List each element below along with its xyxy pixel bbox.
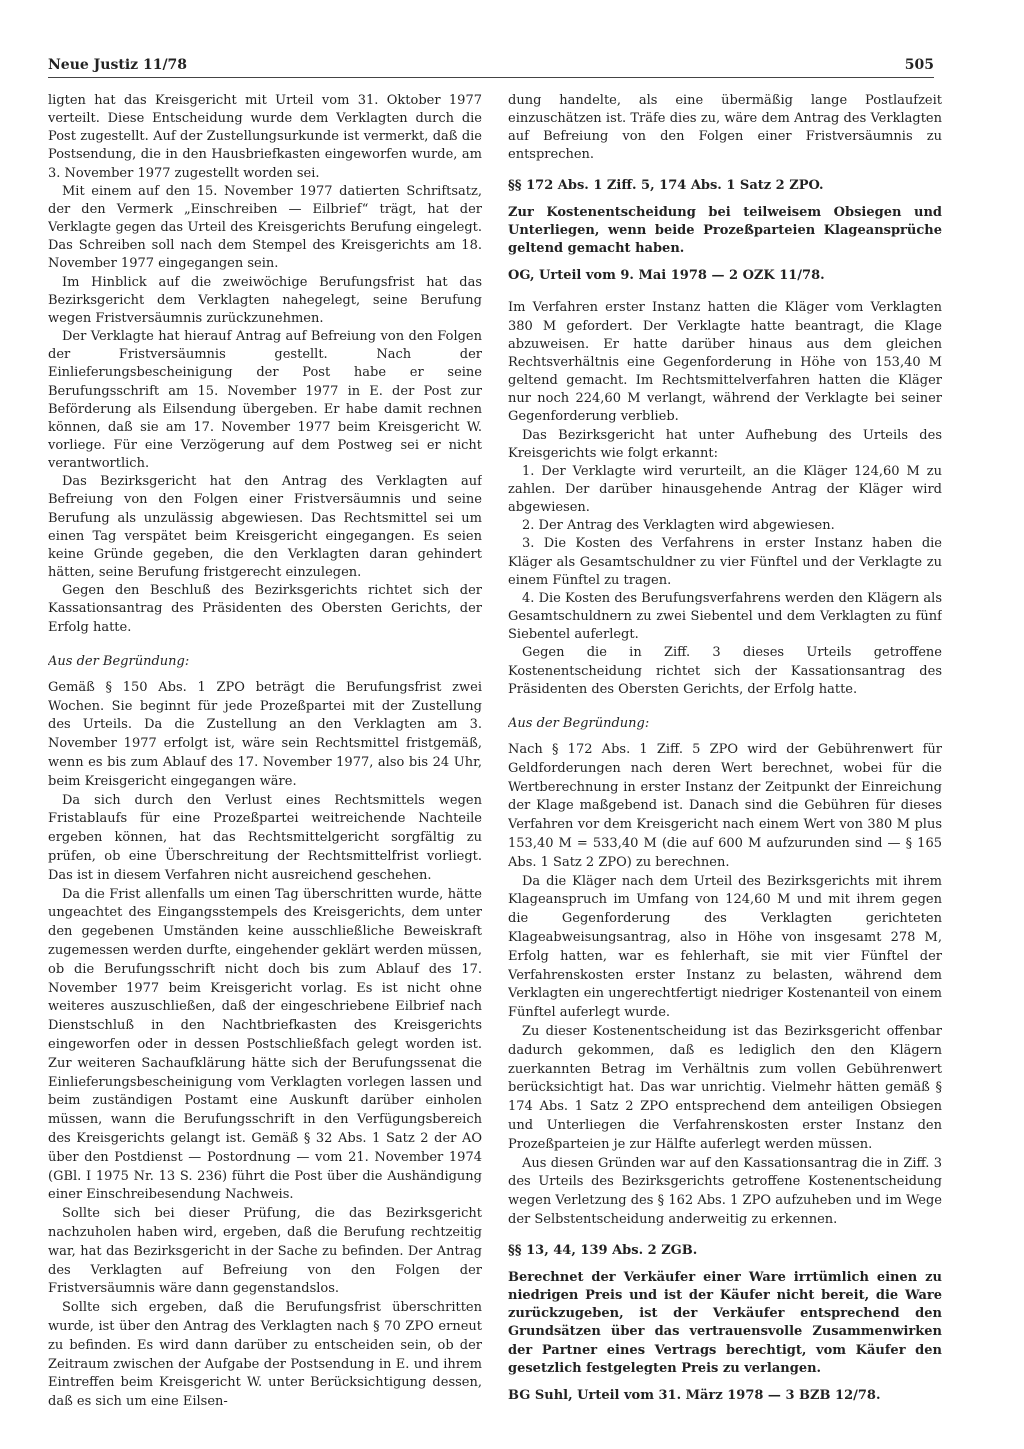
reasoning-body xyxy=(48,679,482,1412)
spacer xyxy=(508,1230,942,1242)
headnote: Berechnet der Verkäufer einer Ware irrtümlich einen zu niedrigen Preis und ist der Käufer nicht bereit, die Ware zurückzugeben, ist der Verkäufer entsprechend den Grundsätzen über das vertrauensvolle Zusammenwirken der Partner eines Vertrags berechtigt, vom Käufer den gesetzlich festgelegten Preis zu verlangen. xyxy=(508,1269,942,1376)
section-subheading: Aus der Begründung: xyxy=(48,653,190,669)
paragraph: Sollte sich ergeben, daß die Berufungsfrist überschritten wurde, ist über den Antrag des Verklagten nach § 70 ZPO erneut zu befinden. Es wird dann darüber zu entscheiden sein, ob der Zeitraum zwischen der Aufgabe der Postsendung in E. und ihrem Eintreffen beim Kreisgericht W. unter Berücksichtigung dessen, daß es sich um eine Eilsen- xyxy=(48,1300,482,1410)
paragraph: Gegen den Beschluß des Bezirksgerichts richtet sich der Kassationsantrag des Präsidenten des Obersten Gerichts, der Erfolg hatte. xyxy=(48,583,482,635)
paragraph: Das Bezirksgericht hat den Antrag des Verklagten auf Befreiung von den Folgen einer Fristversäumnis und seine Berufung als unzulässig abgewiesen. Das Rechtsmittel sei um einen Tag verspätet beim Kreisgericht eingegangen. Es seien keine Gründe gegeben, die den Verklagten daran gehindert hätten, seine Berufung fristgerecht einzulegen. xyxy=(48,474,482,581)
paragraph: Sollte sich bei dieser Prüfung, die das Bezirksgericht nachzuholen haben wird, ergeben, daß die Berufung rechtzeitig war, hat das Bezirksgericht in der Sache zu befinden. Der Antrag des Verklagten auf Befreiung von den Folgen der Fristversäumnis wäre dann gegenstandslos. xyxy=(48,1206,482,1297)
paragraph: Gegen die in Ziff. 3 dieses Urteils getroffene Kostenentscheidung richtet sich der Kassationsantrag des Präsidenten des Obersten Gerichts, der Erfolg hatte. xyxy=(508,645,942,697)
paragraph: Da sich durch den Verlust eines Rechtsmittels wegen Fristablaufs für eine Prozeßpartei weitreichende Nachteile ergeben können, hat das Rechtsmittelgericht sorgfältig zu prüfen, ob eine Überschreitung der Rechtsmittelfrist vorliegt. Das ist in diesem Verfahren nicht ausreichend geschehen. xyxy=(48,792,482,883)
spacer xyxy=(508,165,942,177)
list-item: 2. Der Antrag des Verklagten wird abgewiesen. xyxy=(522,518,835,534)
law-reference: §§ 13, 44, 139 Abs. 2 ZGB. xyxy=(508,1242,698,1258)
headnote: Zur Kostenentscheidung bei teilweisem Obsiegen und Unterliegen, wenn beide Prozeßparteien Klageansprüche geltend gemacht haben. xyxy=(508,204,942,257)
running-header xyxy=(48,55,934,78)
paragraph: Aus diesen Gründen war auf den Kassationsantrag die in Ziff. 3 des Urteils des Bezirksgerichts getroffene Kostenentscheidung wegen Verletzung des § 162 Abs. 1 ZPO aufzuheben und im Wege der Selbstentscheidung anderweitig zu erkennen. xyxy=(508,1155,942,1227)
paragraph: Zu dieser Kostenentscheidung ist das Bezirksgericht offenbar dadurch gekommen, daß es lediglich den den Klägern zuerkannten Betrag im Verhältnis zum vollen Gebührenwert berücksichtigt hat. Das war unrichtig. Vielmehr hätten gemäß § 174 Abs. 1 Satz 2 ZPO entsprechend dem anteiligen Obsiegen und Unterliegen die Verfahrenskosten erster Instanz den Prozeßparteien je zur Hälfte auferlegt werden müssen. xyxy=(508,1023,942,1152)
decision-citation: BG Suhl, Urteil vom 31. März 1978 — 3 BZB 12/78. xyxy=(508,1387,881,1403)
list-item: 1. Der Verklagte wird verurteilt, an die Kläger 124,60 M zu zahlen. Der darüber hinausgehende Antrag der Kläger wird abgewiesen. xyxy=(508,463,942,516)
reasoning-body xyxy=(508,741,942,1230)
paragraph: Der Verklagte hat hierauf Antrag auf Befreiung von den Folgen der Fristversäumnis gestellt. Nach der Einlieferungsbescheinigung der Post habe er seine Berufungsschrift am 15. November 1977 in E. der Post zur Beförderung als Eilsendung übergeben. Er habe damit rechnen können, daß sie am 17. November 1977 beim Kreisgericht W. vorliege. Für eine Verzögerung auf dem Postweg sei er nicht verantwortlich. xyxy=(48,329,482,472)
paragraph: Da die Kläger nach dem Urteil des Bezirksgerichts mit ihrem Klageanspruch im Umfang von 124,60 M und mit ihrem gegen die Gegenforderung des Verklagten gerichteten Klageabweisungsantrag, also in Höhe von insgesamt 278 M, Erfolg hatten, war es fehlerhaft, sie mit vier Fünftel der Verfahrenskosten erster Instanz zu belasten, während dem Verklagten ein ungerechtfertigt niedriger Kostenanteil von einem Fünftel auferlegt wurde. xyxy=(508,873,942,1021)
list-item: 3. Die Kosten des Verfahrens in erster Instanz haben die Kläger als Gesamtschuldner zu vier Fünftel und der Verklagte zu einem Fünftel zu tragen. xyxy=(508,536,942,588)
paragraph: Da die Frist allenfalls um einen Tag überschritten wurde, hätte ungeachtet des Eingangsstempels des Kreisgerichts, dem unter den gegebenen Umständen keine ausschließliche Beweiskraft zugemessen werden durfte, eingehender geklärt werden müssen, ob die Berufungsschrift nicht doch bis zum Ablauf des 17. November 1977 beim Kreisgericht vorlag. Es ist nicht ohne weiteres auszuschließen, daß der eingeschriebene Eilbrief nach Dienstschluß in den Nachtbriefkasten des Kreisgerichts eingeworfen oder in dessen Postschließfach gelegt worden ist. Zur weiteren Sachaufklärung hätte sich der Berufungssenat die Einlieferungsbescheinigung vom Verklagten vorlegen lassen und beim zuständigen Postamt eine Auskunft darüber einholen müssen, wann die Berufungsschrift in den Verfügungsbereich des Kreisgerichts gelangt ist. Gemäß § 32 Abs. 1 Satz 2 der AO über den Postdienst — Postordnung — vom 21. November 1974 (GBl. I 1975 Nr. 13 S. 236) führt die Post über die Aushändigung einer Einschreibesendung Nachweis. xyxy=(48,886,482,1203)
paragraph: dung handelte, als eine übermäßig lange Postlaufzeit einzuschätzen ist. Träfe dies zu, wäre dem Antrag des Verklagten auf Befreiung von den Folgen einer Fristversäumnis zu entsprechen. xyxy=(508,93,942,163)
paragraph: Im Hinblick auf die zweiwöchige Berufungsfrist hat das Bezirksgericht dem Verklagten nahegelegt, seine Berufung wegen Fristversäumnis zurückzunehmen. xyxy=(48,274,482,326)
section-subheading: Aus der Begründung: xyxy=(508,715,650,731)
paragraph: Nach § 172 Abs. 1 Ziff. 5 ZPO wird der Gebührenwert für Geldforderungen nach deren Wert berechnet, wobei für die Wertberechnung in erster Instanz der Zeitpunkt der Einreichung der Klage maßgebend ist. Danach sind die Gebühren für dieses Verfahren vor dem Kreisgericht nach einem Wert von 380 M plus 153,40 M = 533,40 M (die auf 600 M aufzurunden sind — § 165 Abs. 1 Satz 2 ZPO) zu berechnen. xyxy=(508,742,942,870)
list-item: 4. Die Kosten des Berufungsverfahrens werden den Klägern als Gesamtschuldnern zu zwei Siebentel und dem Verklagten zu fünf Siebentel auferlegt. xyxy=(508,590,942,643)
paragraph: Gemäß § 150 Abs. 1 ZPO beträgt die Berufungsfrist zwei Wochen. Sie beginnt für jede Prozeßpartei mit der Zustellung des Urteils. Da die Zustellung an den Verklagten am 3. November 1977 erfolgt ist, wäre sein Rechtsmittel fristgemäß, wenn es bis zum Ablauf des 17. November 1977, also bis 24 Uhr, beim Kreisgericht eingegangen wäre. xyxy=(48,679,482,789)
paragraph: Das Bezirksgericht hat unter Aufhebung des Urteils des Kreisgerichts wie folgt erkannt: xyxy=(508,427,942,461)
law-reference: §§ 172 Abs. 1 Ziff. 5, 174 Abs. 1 Satz 2 ZPO. xyxy=(508,177,824,193)
page-number: 505 xyxy=(904,57,934,73)
paragraph: Mit einem auf den 15. November 1977 datierten Schriftsatz, der den Vermerk „Einschreiben — Eilbrief“ trägt, hat der Verklagte gegen das Urteil des Kreisgerichts Berufung eingelegt. Das Schreiben soll nach dem Stempel des Kreisgerichts am 18. November 1977 eingegangen sein. xyxy=(48,183,482,272)
paragraph: Im Verfahren erster Instanz hatten die Kläger vom Verklagten 380 M gefordert. Der Verklagte hatte beantragt, die Klage abzuweisen. Er hatte darüber hinaus aus dem gleichen Rechtsverhältnis eine Gegenforderung in Höhe von 153,40 M geltend gemacht. Im Rechtsmittelverfahren hatten die Kläger nur noch 224,60 M verlangt, während der Verklagte bei seiner Gegenforderung verblieb. xyxy=(508,300,942,425)
journal-title: Neue Justiz 11/78 xyxy=(48,57,188,73)
left-column xyxy=(48,92,482,1422)
right-column xyxy=(508,92,942,1422)
paragraph: ligten hat das Kreisgericht mit Urteil vom 31. Oktober 1977 verteilt. Diese Entscheidung wurde dem Verklagten durch die Post zugestellt. Auf der Zustellungsurkunde ist vermerkt, daß die Postsendung, die in den Hausbriefkasten eingeworfen wurde, am 3. November 1977 zugestellt worden sei. xyxy=(48,93,482,181)
decision-citation: OG, Urteil vom 9. Mai 1978 — 2 OZK 11/78. xyxy=(508,268,825,284)
